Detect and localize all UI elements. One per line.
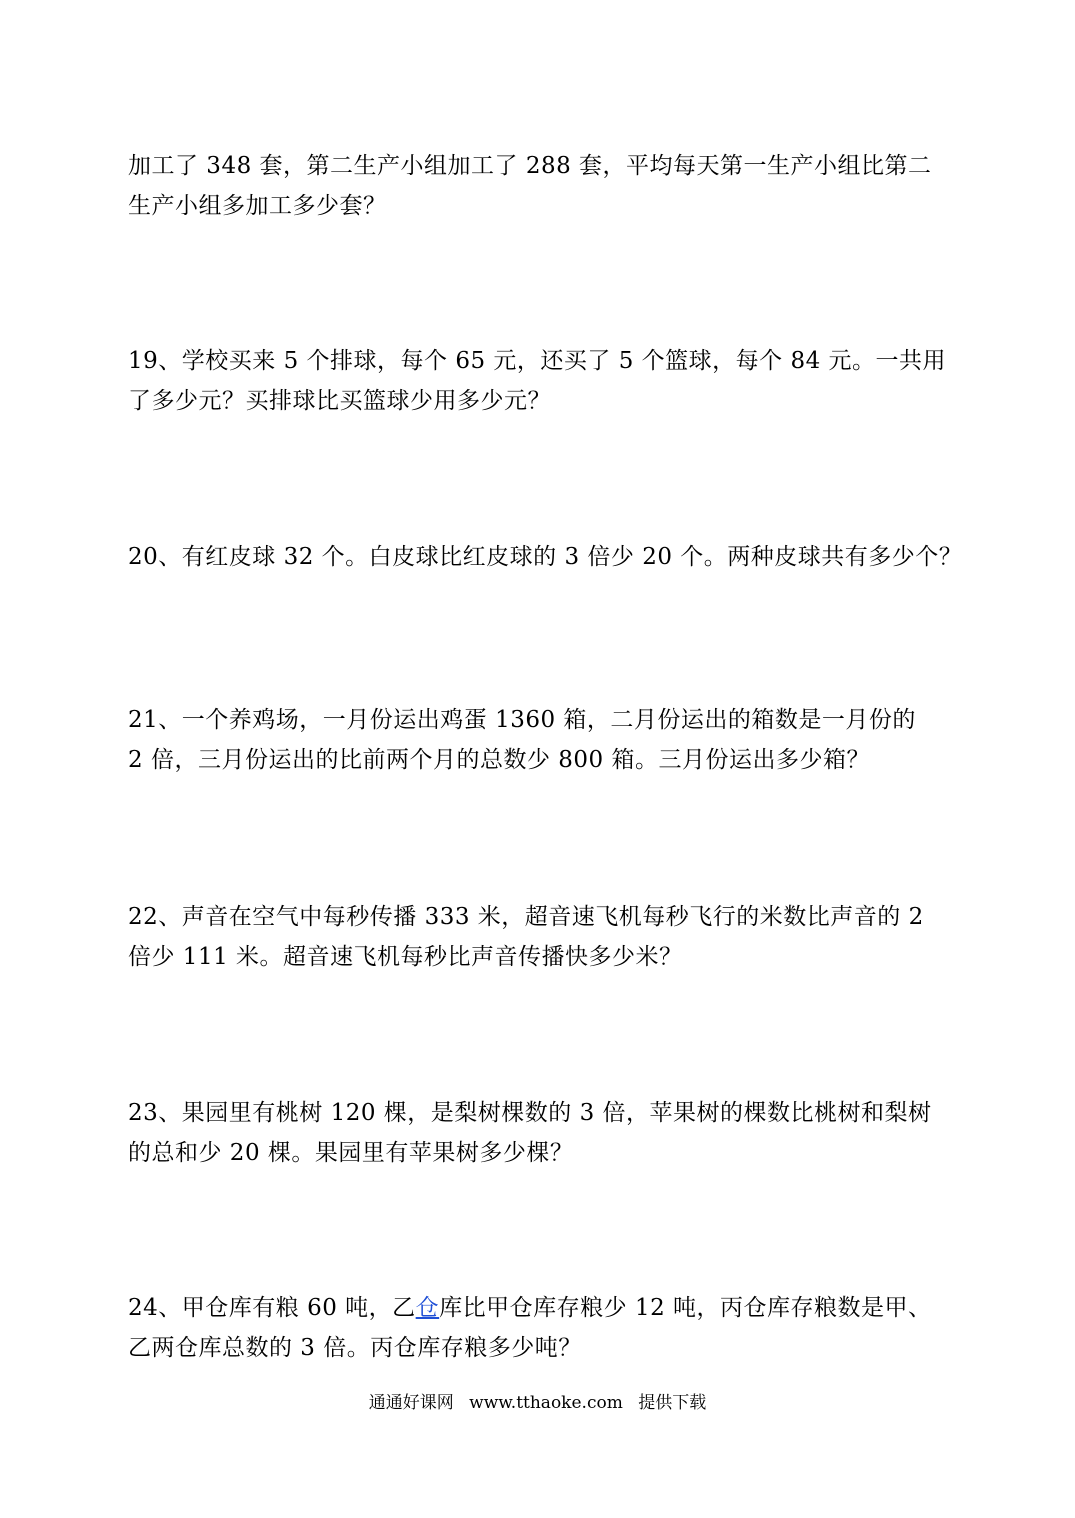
problem-text-segment: 24、甲仓库有粮 60 吨，乙 (128, 1295, 416, 1321)
problem-text-line: 2 倍，三月份运出的比前两个月的总数少 800 箱。三月份运出多少箱？ (128, 747, 870, 773)
footer-suffix: 提供下载 (638, 1393, 707, 1413)
problem-text-line: 21、一个养鸡场，一月份运出鸡蛋 1360 箱，二月份运出的箱数是一月份的 (128, 707, 916, 733)
problem-text-line: 生产小组多加工多少套？ (128, 193, 387, 219)
footer-url: www.tthaoke.com (469, 1393, 623, 1413)
problem-21 (128, 700, 950, 780)
problem-text-line: 倍少 111 米。超音速飞机每秒比声音传播快多少米？ (128, 944, 683, 970)
problem-20 (128, 537, 963, 577)
problem-text-line: 乙两仓库总数的 3 倍。丙仓库存粮多少吨？ (128, 1335, 582, 1361)
problem-text-line: 了多少元？买排球比买篮球少用多少元？ (128, 388, 551, 414)
problem-text-line: 22、声音在空气中每秒传播 333 米，超音速飞机每秒飞行的米数比声音的 2 (128, 904, 924, 930)
problem-text-line: 20、有红皮球 32 个。白皮球比红皮球的 3 倍少 20 个。两种皮球共有多少个？ (128, 544, 963, 570)
problem-text-line (128, 1288, 950, 1328)
problem-22 (128, 897, 950, 977)
hyperlink-text[interactable]: 仓 (415, 1295, 440, 1321)
problem-text-line: 23、果园里有桃树 120 棵，是梨树棵数的 3 倍，苹果树的棵数比桃树和梨树 (128, 1100, 932, 1126)
footer-site-name: 通通好课网 (368, 1393, 454, 1413)
problem-text-segment: 库比甲仓库存粮少 12 吨，丙仓库存粮数是甲、 (439, 1295, 932, 1321)
problem-24 (128, 1288, 950, 1368)
problem-23 (128, 1093, 950, 1173)
page-footer (0, 1390, 1075, 1416)
problem-text-line: 加工了 348 套，第二生产小组加工了 288 套，平均每天第一生产小组比第二 (128, 153, 932, 179)
problem-19 (128, 341, 950, 421)
problem-text-line: 的总和少 20 棵。果园里有苹果树多少棵？ (128, 1140, 574, 1166)
problem-18-continuation (128, 146, 950, 226)
problem-text-line: 19、学校买来 5 个排球，每个 65 元，还买了 5 个篮球，每个 84 元。一共用 (128, 348, 947, 374)
